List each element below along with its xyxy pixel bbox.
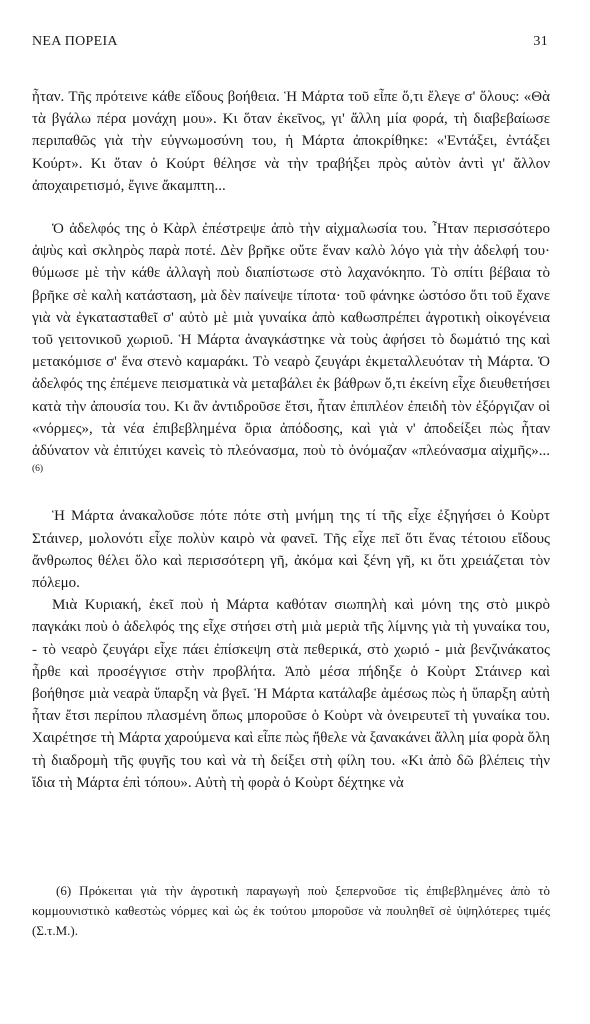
- paragraph-continued: [32, 86, 550, 197]
- journal-title: ΝΕΑ ΠΟΡΕΙΑ: [32, 34, 118, 49]
- footnote-reference: (6): [32, 464, 44, 475]
- paragraph-sunday-visit: [32, 594, 550, 794]
- paragraph-text: ἦταν. Τῆς πρότεινε κάθε εἴδους βοήθεια. Ἡ Μάρτα τοῦ εἶπε ὅ,τι ἔλεγε σ' ὅλους: «Θὰ τὰ βγάλω πέρα μονάχη μου». Κι ὅταν ἐκεῖνος, γι' ἄλλη μία φορά, τὴ διαβεβαίωσε περιπαθῶς γιὰ τὴν εὐγνωμοσύνη του, ἡ Μάρτα ἀποκρίθηκε: «'Εντάξει, ἐντάξει Κούρτ». Κι ὅταν ὁ Κούρτ θέλησε νὰ τὴν τραβήξει πρὸς αὐτὸν ἀντὶ γι' ἄλλον ἀποχαιρετισμό, ἔγινε ἄκαμπτη...: [32, 89, 550, 194]
- paragraph-text: Μιὰ Κυριακή, ἐκεῖ ποὺ ἡ Μάρτα καθόταν σιωπηλὴ καὶ μόνη της στὸ μικρὸ παγκάκι ποὺ ὁ ἀδελφός της εἶχε στήσει στὴ μιὰ μεριὰ τῆς λίμνης γιὰ τὴ γυναίκα του, - τὸ νεαρὸ ζευγάρι εἶχε πάει ἐπίσκεψη στὰ πεθερικά, στὸ χωριό - μιὰ βενζινάκατος ἦρθε καὶ προσέγγισε στὴν προβλήτα. Ἀπὸ μέσα πήδηξε ὁ Κοὺρτ Στάινερ καὶ βοήθησε μιὰ νεαρὰ ὕπαρξη νὰ βγεῖ. Ἡ Μάρτα κατάλαβε ἀμέσως πὼς ἡ ὕπαρξη αὐτὴ ἦταν ἔτσι περίπου πλασμένη ὅπως μποροῦσε ὁ Κοὺρτ νὰ ὀνειρευτεῖ τὴ γυναίκα του. Χαιρέτησε τὴ Μάρτα χαρούμενα καὶ εἶπε πὼς ἤθελε νὰ ξανακάνει ἄλλη μία φορὰ ὅλη τὴ διαδρομὴ τῆς φυγῆς του καὶ νὰ τὴ δείξει στὴ φίλη του. «Κι ἀπὸ δῶ βλέπεις τὴν ἴδια τὴ Μάρτα ἐπὶ τόπου». Αὐτὴ τὴ φορὰ ὁ Κοὺρτ δέχτηκε νὰ: [32, 597, 550, 791]
- section-break: [32, 484, 550, 505]
- footnote: (6) Πρόκειται γιὰ τὴν ἀγροτικὴ παραγωγὴ ποὺ ξεπερνοῦσε τὶς ἐπιβεβλημένες ἀπὸ τὸ κομμουνιστικὸ καθεστὼς νόρμες καὶ ὡς ἐκ τούτου μποροῦσε νὰ πουληθεῖ σὲ ὑψηλότερες τιμές (Σ.τ.Μ.).: [32, 883, 550, 938]
- paragraph-brother-returns: [32, 218, 550, 484]
- running-header: [32, 34, 548, 54]
- paragraph-text: Ἡ Μάρτα ἀνακαλοῦσε πότε πότε στὴ μνήμη της τί τῆς εἶχε ἐξηγήσει ὁ Κοὺρτ Στάινερ, μολονότι εἶχε πολὺν καιρὸ νὰ φανεῖ. Τῆς εἶχε πεῖ ὅτι ἕνας τέτοιου εἴδους ἄνθρωπος θέλει ὅλο καὶ περισσότερη γῆ, ἀκόμα καὶ ξένη γῆ, κι ὅτι χρειάζεται τὸν πόλεμο.: [32, 508, 550, 592]
- body-text: [32, 86, 550, 794]
- footnotes: [32, 881, 550, 941]
- paragraph-martha-recalls: [32, 505, 550, 594]
- paragraph-text: Ὁ ἀδελφός της ὁ Κὰρλ ἐπέστρεψε ἀπὸ τὴν αἰχμαλωσία του. Ἦταν περισσότερο ἀψὺς καὶ σκληρὸς παρὰ ποτέ. Δὲν βρῆκε οὔτε ἕναν καλὸ λόγο γιὰ τὴν ἀδελφή του· θύμωσε μὲ τὴν κάθε ἀλλαγὴ ποὺ διαπίστωσε στὸ λαχανόκηπο. Τὸ σπίτι βέβαια τὸ βρῆκε σὲ καλὴ κατάσταση, μὰ δὲν παίνεψε τίποτα· τοῦ φάνηκε ὡστόσο ὅτι τοῦ ἔχανε γιὰ νὰ ἐγκατασταθεῖ σ' αὐτὸ μὲ μιὰ γυναίκα ἀπὸ καθωσπρέπει ἀγροτικὴ οἰκογένεια τοῦ γειτονικοῦ χωριοῦ. Ἡ Μάρτα ἀναγκάστηκε νὰ τοὺς ἀφήσει τὸ δωμάτιό της καὶ μετακόμισε σ' ἕνα στενὸ καμαράκι. Τὸ νεαρὸ ζευγάρι ἐκμεταλλευόταν τὴ Μάρτα. Ὁ ἀδελφός της ἐπέμενε πεισματικὰ νὰ μεταβάλει ἐκ βάθρων ὅ,τι ἐκείνη εἶχε διευθετήσει κατὰ τὴν ἀπουσία του. Κι ἂν ἀντιδροῦσε ἔτσι, ἦταν ἐπιπλέον ἐπειδὴ τὸν ἐξόργιζαν οἱ «νόρμες», τὰ νέα ἐπιβεβλημένα ὅρια ἀπόδοσης, καὶ γιὰ ν' ἀποδείξει πὼς ἦταν ἀδύνατον νὰ ἐπιτύχει κανεὶς τὸ πλεόνασμα, ποὺ τὸ ὀνόμαζαν «πλεόνασμα αἰχμῆς»...: [32, 221, 550, 460]
- page-number: 31: [533, 34, 548, 49]
- section-break: [32, 197, 550, 218]
